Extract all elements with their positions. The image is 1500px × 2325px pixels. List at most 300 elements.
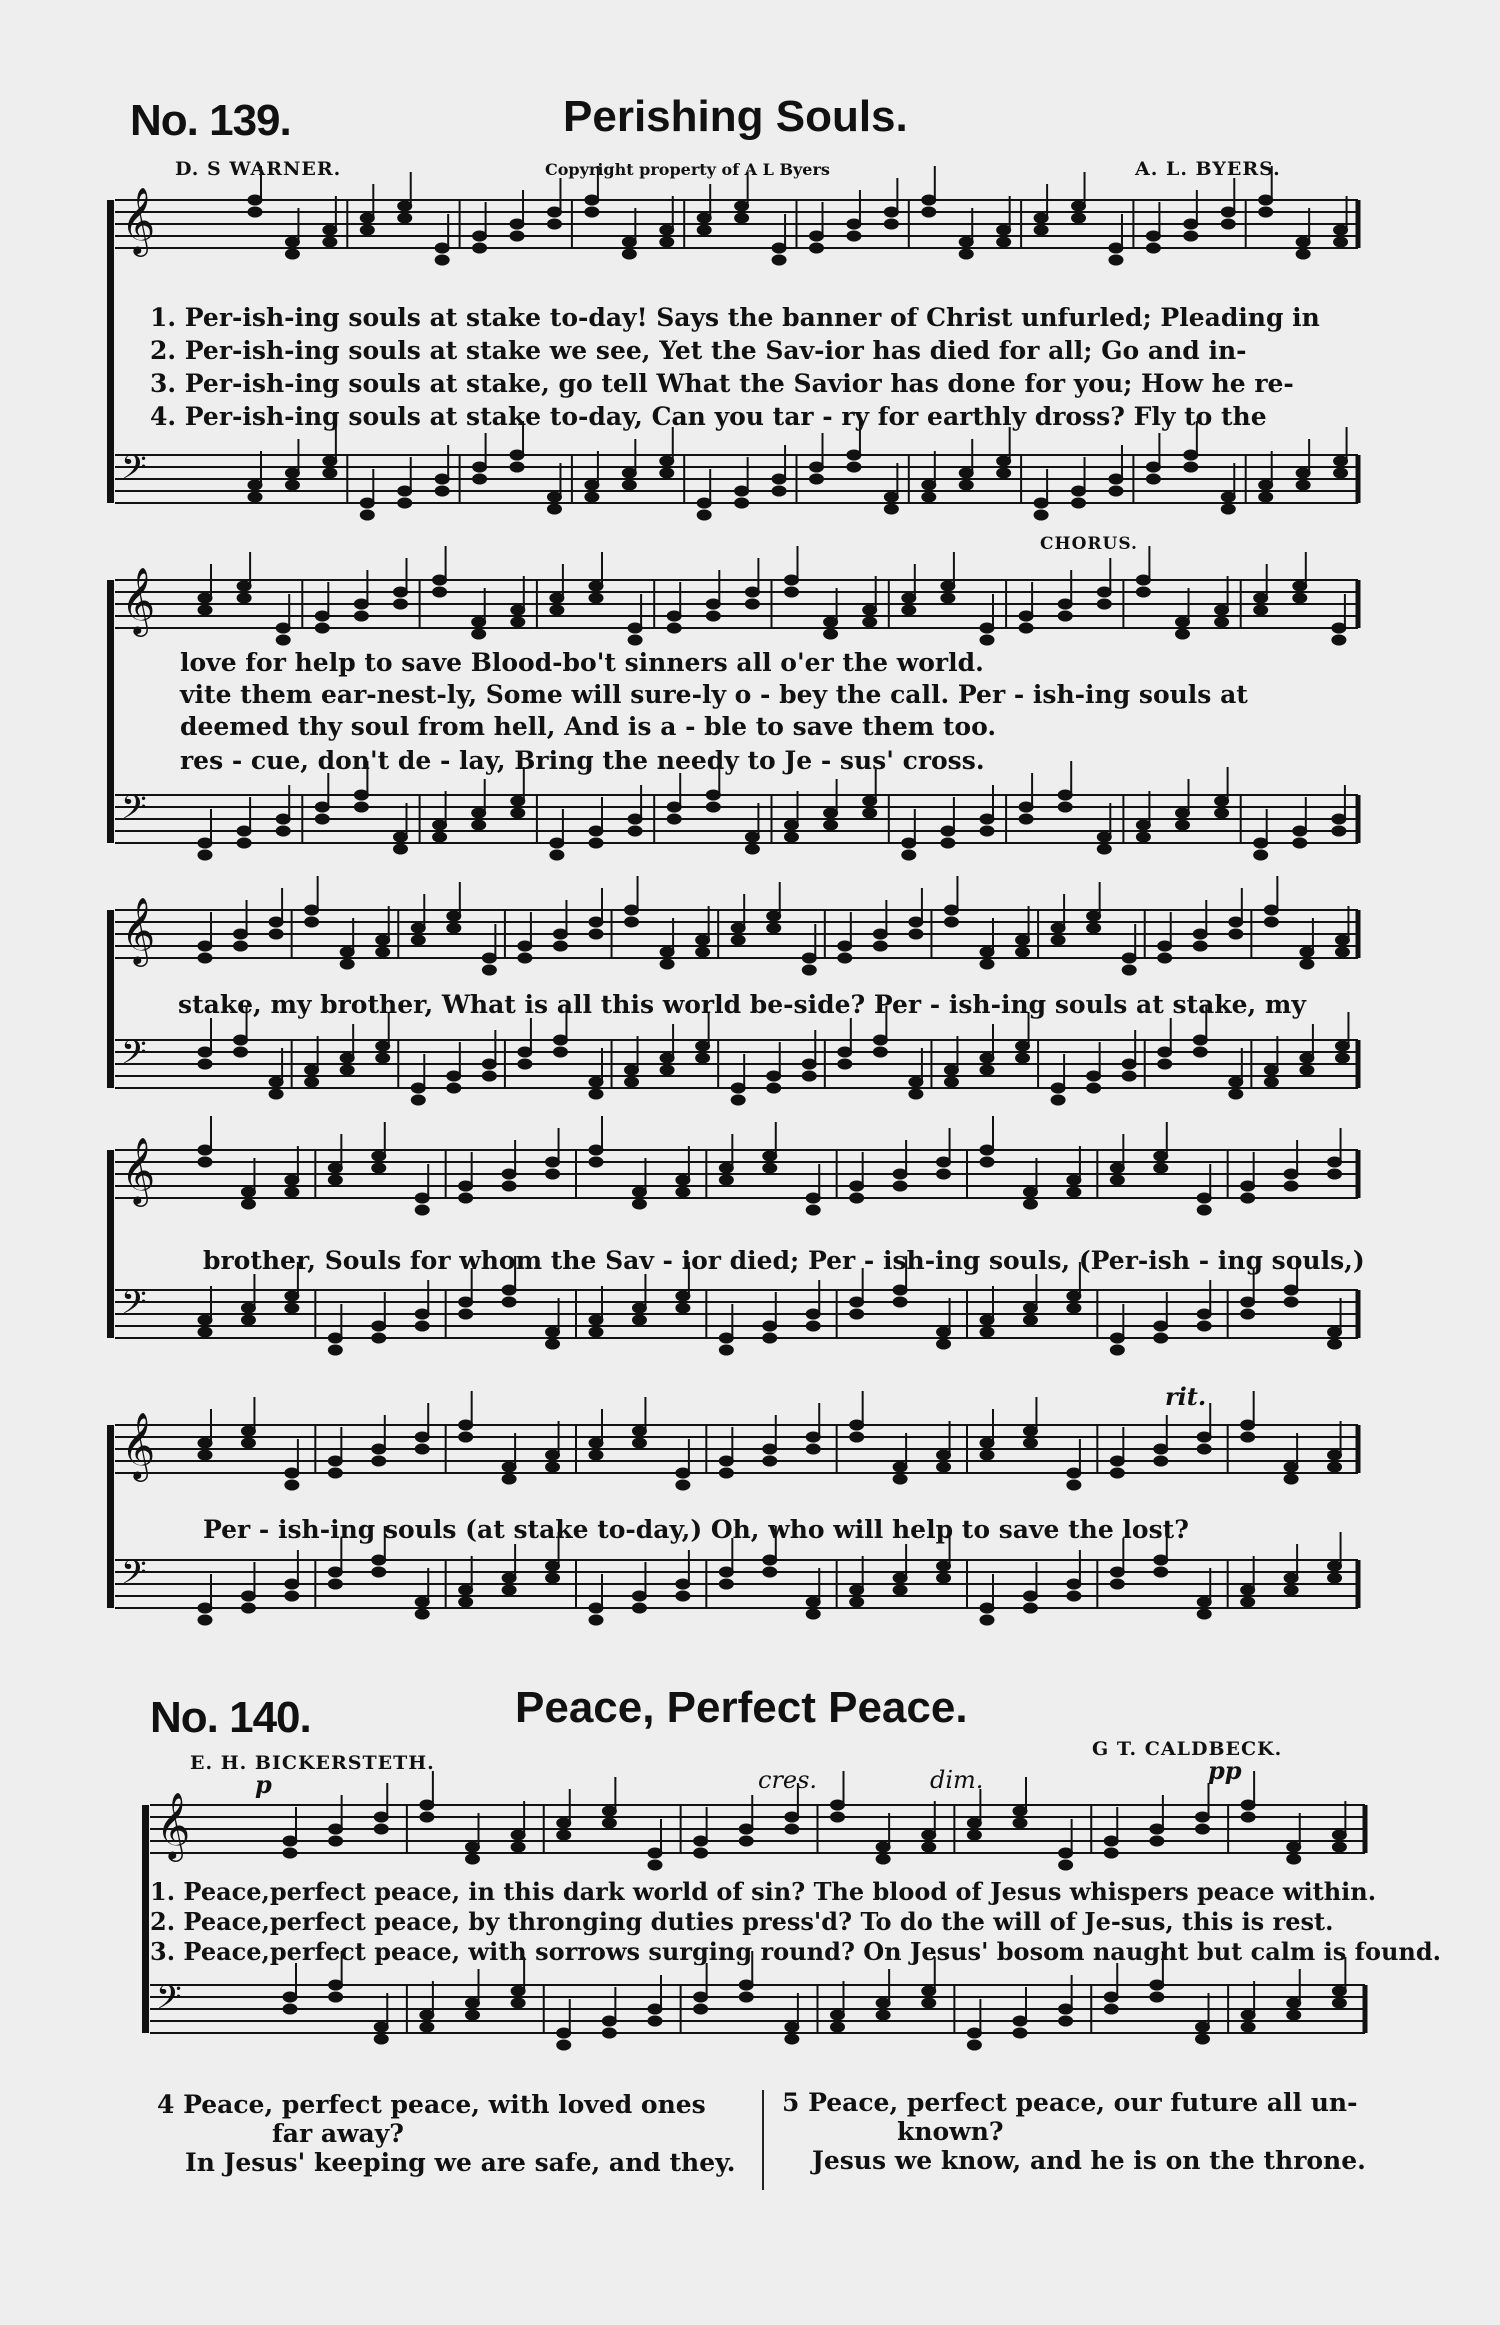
note-head: [1193, 941, 1207, 951]
note-head: [472, 629, 486, 639]
note-head: [459, 1432, 473, 1442]
note-head: [937, 1339, 951, 1349]
note-head: [198, 1450, 212, 1460]
note-head: [1334, 237, 1348, 247]
note-head: [696, 947, 710, 957]
note-head: [1072, 201, 1086, 211]
note-head: [863, 605, 877, 615]
note-head: [433, 832, 447, 842]
note-head: [1150, 1824, 1164, 1834]
note-head: [374, 1812, 388, 1822]
note-head: [1023, 1426, 1037, 1436]
note-head: [831, 1800, 845, 1810]
note-head: [767, 923, 781, 933]
note-head: [944, 1077, 958, 1087]
note-head: [1016, 935, 1030, 945]
note-head: [1067, 1291, 1081, 1301]
note-head: [415, 1193, 429, 1203]
note-head: [305, 917, 319, 927]
note-head: [1110, 1163, 1124, 1173]
note-head: [676, 1480, 690, 1490]
note-head: [660, 1065, 674, 1075]
verse-3-line-2: deemed thy soul from hell, And is a - ble to save them too.: [180, 712, 997, 741]
note-head: [1067, 1187, 1081, 1197]
note-head: [719, 1345, 733, 1355]
note-head: [511, 808, 525, 818]
note-head: [1241, 2022, 1255, 2032]
note-head: [850, 1297, 864, 1307]
note-head: [802, 1071, 816, 1081]
note-head: [415, 1309, 429, 1319]
note-head: [360, 498, 374, 508]
note-head: [1013, 1818, 1027, 1828]
note-head: [447, 911, 461, 921]
note-head: [785, 832, 799, 842]
note-head: [696, 1053, 710, 1063]
note-head: [1328, 1450, 1342, 1460]
note-head: [632, 1199, 646, 1209]
stanza-5-line-1: 5 Peace, perfect peace, our future all un-: [782, 2088, 1358, 2117]
note-head: [719, 1333, 733, 1343]
hymn-140-title: Peace, Perfect Peace.: [515, 1683, 968, 1732]
note-head: [1241, 1181, 1255, 1191]
note-head: [1104, 1992, 1118, 2002]
note-head: [372, 1321, 386, 1331]
note-head: [980, 1315, 994, 1325]
note-head: [980, 1157, 994, 1167]
note-head: [398, 486, 412, 496]
note-head: [767, 1083, 781, 1093]
note-head: [676, 1591, 690, 1601]
note-head: [1241, 1309, 1255, 1319]
note-head: [241, 1187, 255, 1197]
note-head: [980, 1603, 994, 1613]
note-head: [909, 929, 923, 939]
note-head: [806, 1193, 820, 1203]
note-head: [1264, 905, 1278, 915]
note-head: [1019, 623, 1033, 633]
note-head: [1097, 844, 1111, 854]
note-head: [589, 1315, 603, 1325]
note-head: [372, 1444, 386, 1454]
note-head: [719, 1567, 733, 1577]
note-head: [622, 249, 636, 259]
note-head: [372, 1567, 386, 1577]
note-head: [329, 1992, 343, 2002]
note-head: [1284, 1462, 1298, 1472]
note-head: [876, 1842, 890, 1852]
note-head: [376, 947, 390, 957]
chorus-label: CHORUS.: [1040, 534, 1138, 554]
note-head: [466, 1842, 480, 1852]
note-head: [394, 599, 408, 609]
note-head: [810, 231, 824, 241]
note-head: [1136, 587, 1150, 597]
note-head: [1058, 611, 1072, 621]
note-head: [354, 802, 368, 812]
note-head: [980, 1327, 994, 1337]
note-head: [315, 814, 329, 824]
note-head: [1196, 2034, 1210, 2044]
note-head: [763, 1333, 777, 1343]
note-head: [824, 820, 838, 830]
note-head: [198, 1603, 212, 1613]
note-head: [1034, 225, 1048, 235]
note-head: [863, 617, 877, 627]
note-head: [283, 1848, 297, 1858]
verse-4-line-1: 4. Per-ish-ing souls at stake to-day, Can you tar - ry for earthly dross? Fly to the: [150, 402, 1267, 431]
note-head: [697, 225, 711, 235]
note-head: [553, 929, 567, 939]
note-head: [667, 611, 681, 621]
note-head: [922, 1986, 936, 1996]
note-head: [546, 1462, 560, 1472]
note-head: [810, 243, 824, 253]
note-head: [922, 480, 936, 490]
note-head: [1051, 935, 1065, 945]
note-head: [980, 1065, 994, 1075]
note-head: [1193, 929, 1207, 939]
note-head: [546, 1450, 560, 1460]
note-head: [1023, 1591, 1037, 1601]
note-head: [374, 2022, 388, 2032]
note-head: [660, 947, 674, 957]
note-head: [831, 1812, 845, 1822]
note-head: [745, 844, 759, 854]
note-head: [893, 1285, 907, 1295]
note-head: [1241, 1597, 1255, 1607]
note-head: [323, 237, 337, 247]
note-head: [1332, 1998, 1346, 2008]
note-head: [1284, 1285, 1298, 1295]
note-head: [1136, 832, 1150, 842]
note-head: [241, 1426, 255, 1436]
rit-marking: rit.: [1165, 1382, 1207, 1411]
note-head: [719, 1163, 733, 1173]
note-head: [922, 207, 936, 217]
note-head: [241, 1603, 255, 1613]
note-head: [510, 219, 524, 229]
note-head: [589, 826, 603, 836]
note-head: [550, 593, 564, 603]
bass-clef-icon: 𝄢: [121, 789, 147, 835]
note-head: [941, 826, 955, 836]
note-head: [1158, 1059, 1172, 1069]
note-head: [735, 213, 749, 223]
note-head: [1215, 796, 1229, 806]
note-head: [459, 1309, 473, 1319]
note-head: [1264, 917, 1278, 927]
note-head: [1122, 1059, 1136, 1069]
note-head: [676, 1468, 690, 1478]
note-head: [276, 623, 290, 633]
note-head: [198, 941, 212, 951]
note-head: [557, 2040, 571, 2050]
note-head: [374, 1824, 388, 1834]
note-head: [1059, 1848, 1073, 1858]
note-head: [1058, 790, 1072, 800]
note-head: [589, 1450, 603, 1460]
note-head: [763, 1567, 777, 1577]
stanza-5: [782, 2088, 1382, 2175]
note-head: [997, 456, 1011, 466]
note-head: [922, 195, 936, 205]
note-head: [1154, 1555, 1168, 1565]
note-head: [398, 201, 412, 211]
note-head: [354, 790, 368, 800]
note-head: [660, 1053, 674, 1063]
note-head: [198, 1315, 212, 1325]
note-head: [1287, 2010, 1301, 2020]
note-head: [589, 1145, 603, 1155]
note-head: [937, 1462, 951, 1472]
note-head: [557, 2028, 571, 2038]
note-head: [937, 1573, 951, 1583]
note-head: [1284, 1474, 1298, 1484]
note-head: [873, 1035, 887, 1045]
note-head: [394, 587, 408, 597]
note-head: [1059, 2004, 1073, 2014]
note-head: [763, 1555, 777, 1565]
note-head: [285, 249, 299, 259]
bass-clef-icon: 𝄢: [156, 1979, 182, 2025]
note-head: [838, 953, 852, 963]
note-head: [1264, 1077, 1278, 1087]
note-head: [1328, 1339, 1342, 1349]
note-head: [1059, 1860, 1073, 1870]
note-head: [285, 1175, 299, 1185]
note-head: [511, 605, 525, 615]
note-head: [518, 941, 532, 951]
note-head: [198, 953, 212, 963]
note-head: [806, 1309, 820, 1319]
note-head: [473, 474, 487, 484]
note-head: [1296, 480, 1310, 490]
note-head: [511, 1998, 525, 2008]
hymn-140-composer: G T. CALDBECK.: [1092, 1738, 1283, 1760]
note-head: [329, 1980, 343, 1990]
note-head: [667, 814, 681, 824]
note-head: [546, 1169, 560, 1179]
note-head: [660, 456, 674, 466]
note-head: [415, 1597, 429, 1607]
note-head: [510, 450, 524, 460]
note-head: [1023, 1187, 1037, 1197]
note-head: [967, 2040, 981, 2050]
note-head: [589, 1157, 603, 1167]
note-head: [706, 802, 720, 812]
note-head: [589, 929, 603, 939]
note-head: [1293, 581, 1307, 591]
note-head: [625, 1077, 639, 1087]
note-head: [285, 1468, 299, 1478]
note-head: [863, 796, 877, 806]
bass-clef-icon: 𝄢: [121, 1554, 147, 1600]
note-head: [1254, 605, 1268, 615]
note-head: [1072, 486, 1086, 496]
note-head: [785, 2034, 799, 2044]
note-head: [850, 1181, 864, 1191]
note-head: [1146, 462, 1160, 472]
note-head: [329, 1824, 343, 1834]
note-head: [1287, 1842, 1301, 1852]
note-head: [847, 462, 861, 472]
note-head: [415, 1432, 429, 1442]
note-head: [944, 917, 958, 927]
note-head: [1158, 1047, 1172, 1057]
note-head: [472, 820, 486, 830]
note-head: [234, 1047, 248, 1057]
note-head: [248, 195, 262, 205]
note-head: [420, 2010, 434, 2020]
note-head: [372, 1151, 386, 1161]
note-head: [1154, 1163, 1168, 1173]
note-head: [1328, 1327, 1342, 1337]
note-head: [1184, 219, 1198, 229]
note-head: [1051, 1083, 1065, 1093]
note-head: [625, 905, 639, 915]
system-brace: [107, 1150, 114, 1338]
note-head: [511, 1986, 525, 1996]
note-head: [283, 1992, 297, 2002]
note-head: [1259, 207, 1273, 217]
note-head: [1051, 1095, 1065, 1105]
note-head: [739, 1836, 753, 1846]
treble-clef-icon: 𝄞: [121, 1136, 156, 1204]
note-head: [1197, 1321, 1211, 1331]
note-head: [810, 474, 824, 484]
note-head: [285, 1291, 299, 1301]
note-head: [1184, 231, 1198, 241]
note-head: [922, 1998, 936, 2008]
note-head: [625, 917, 639, 927]
note-head: [810, 462, 824, 472]
note-head: [546, 1327, 560, 1337]
note-head: [739, 1824, 753, 1834]
note-head: [285, 1591, 299, 1601]
stanza-4-line-1: 4 Peace, perfect peace, with loved ones: [157, 2090, 706, 2119]
note-head: [1197, 1432, 1211, 1442]
note-head: [980, 635, 994, 645]
note-head: [315, 611, 329, 621]
note-head: [980, 1438, 994, 1448]
note-head: [873, 941, 887, 951]
note-head: [1335, 1053, 1349, 1063]
note-head: [660, 225, 674, 235]
note-head: [628, 814, 642, 824]
note-head: [1110, 1333, 1124, 1343]
note-head: [902, 605, 916, 615]
note-head: [1184, 450, 1198, 460]
note-head: [1136, 575, 1150, 585]
note-head: [1284, 1169, 1298, 1179]
note-head: [1110, 1456, 1124, 1466]
note-head: [1067, 1480, 1081, 1490]
note-head: [1150, 1980, 1164, 1990]
note-head: [893, 1181, 907, 1191]
note-head: [502, 1462, 516, 1472]
note-head: [435, 255, 449, 265]
note-head: [648, 1860, 662, 1870]
note-head: [696, 935, 710, 945]
note-head: [328, 1333, 342, 1343]
note-head: [676, 1291, 690, 1301]
note-head: [1104, 2004, 1118, 2014]
note-head: [411, 923, 425, 933]
note-head: [1146, 231, 1160, 241]
note-head: [315, 623, 329, 633]
note-head: [510, 231, 524, 241]
note-head: [1184, 462, 1198, 472]
note-head: [1154, 1456, 1168, 1466]
note-head: [482, 953, 496, 963]
note-head: [1023, 1199, 1037, 1209]
note-head: [719, 1175, 733, 1185]
note-head: [648, 2004, 662, 2014]
note-head: [767, 1071, 781, 1081]
note-head: [719, 1468, 733, 1478]
treble-clef-icon: 𝄞: [121, 896, 156, 964]
note-head: [676, 1579, 690, 1589]
note-head: [511, 1830, 525, 1840]
note-head: [1215, 808, 1229, 818]
note-head: [1023, 1303, 1037, 1313]
note-head: [902, 838, 916, 848]
note-head: [285, 237, 299, 247]
verse-4-line-2: res - cue, don't de - lay, Bring the needy to Je - sus' cross.: [180, 746, 985, 775]
note-head: [435, 474, 449, 484]
note-head: [660, 959, 674, 969]
note-head: [415, 1609, 429, 1619]
note-head: [1087, 923, 1101, 933]
note-head: [1058, 802, 1072, 812]
note-head: [411, 1095, 425, 1105]
note-head: [376, 935, 390, 945]
note-head: [285, 1187, 299, 1197]
note-head: [745, 832, 759, 842]
note-head: [967, 2028, 981, 2038]
note-head: [1197, 1193, 1211, 1203]
note-head: [589, 1438, 603, 1448]
note-head: [420, 1812, 434, 1822]
note-head: [1067, 1468, 1081, 1478]
note-head: [340, 1065, 354, 1075]
note-head: [1067, 1175, 1081, 1185]
hymn-139-title: Perishing Souls.: [563, 92, 908, 141]
note-head: [706, 611, 720, 621]
note-head: [824, 808, 838, 818]
note-head: [1196, 1812, 1210, 1822]
note-head: [285, 1303, 299, 1313]
note-head: [802, 1059, 816, 1069]
note-head: [1215, 617, 1229, 627]
note-head: [667, 623, 681, 633]
note-head: [1109, 474, 1123, 484]
note-head: [472, 808, 486, 818]
note-head: [909, 917, 923, 927]
note-head: [622, 237, 636, 247]
dynamic-cres: cres.: [758, 1766, 818, 1794]
note-head: [557, 1818, 571, 1828]
note-head: [237, 581, 251, 591]
note-head: [198, 1157, 212, 1167]
note-head: [1264, 1065, 1278, 1075]
note-head: [980, 947, 994, 957]
note-head: [198, 838, 212, 848]
note-head: [518, 953, 532, 963]
note-head: [763, 1456, 777, 1466]
note-head: [1110, 1345, 1124, 1355]
